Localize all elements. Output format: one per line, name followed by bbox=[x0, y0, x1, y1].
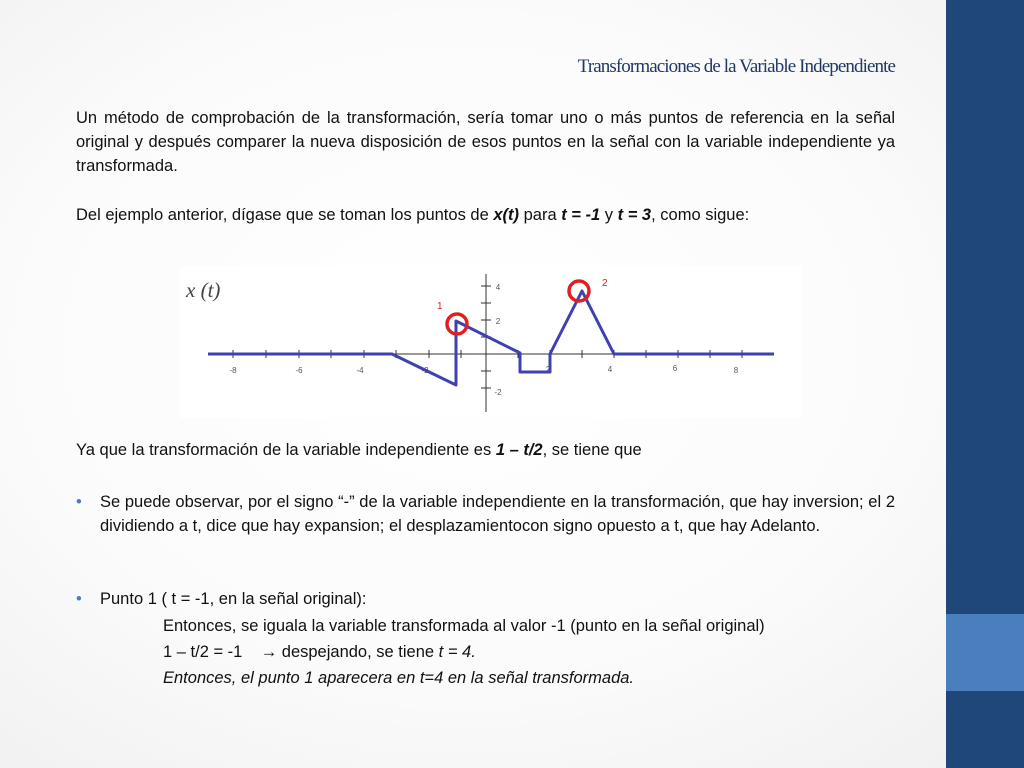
step-solve: 1 – t/2 = -1 → despejando, se tiene t = 4. bbox=[163, 643, 476, 661]
x-tick-label: 6 bbox=[672, 364, 678, 373]
figure-ylabel: x (t) bbox=[186, 278, 221, 302]
bullet-dot: • bbox=[76, 493, 82, 511]
marker-1-label: 1 bbox=[437, 301, 443, 312]
x-tick-label: -6 bbox=[295, 366, 303, 375]
step-equate: Entonces, se iguala la variable transformada al valor -1 (punto en la señal original) bbox=[163, 617, 765, 635]
y-tick-label: 4 bbox=[495, 283, 501, 292]
paragraph-example: Del ejemplo anterior, dígase que se toman los puntos de x(t) para t = -1 y t = 3, como sigue: bbox=[76, 206, 750, 224]
paragraph-transformation: Ya que la transformación de la variable independiente es 1 – t/2, se tiene que bbox=[76, 441, 642, 459]
signal-figure bbox=[180, 266, 802, 418]
x-tick-label: 2 bbox=[545, 365, 551, 374]
side-decoration-bar bbox=[946, 0, 1024, 768]
bullet-observation-text: Se puede observar, por el signo “-” de la variable independiente en la transformación, que hay inversion; el 2 dividiendo a t, dice que hay expansion; el desplazamientocon signo opuesto a t, que hay Adelanto. bbox=[100, 493, 895, 535]
step-conclusion: Entonces, el punto 1 aparecera en t=4 en la señal transformada. bbox=[163, 669, 635, 687]
marker-2-label: 2 bbox=[602, 278, 608, 289]
bullet-point-1-text: Punto 1 ( t = -1, en la señal original): bbox=[100, 590, 367, 608]
x-tick-label: 8 bbox=[733, 366, 739, 375]
figure-background bbox=[180, 266, 802, 418]
x-tick-label: -4 bbox=[356, 366, 364, 375]
x-tick-label: 4 bbox=[607, 365, 613, 374]
arrow-icon: → bbox=[260, 643, 278, 661]
paragraph-intro: Un método de comprobación de la transformación, sería tomar uno o más puntos de referencia en la señal original y después comparer la nueva disposición de esos puntos en la señal con la variable independiente ya transformada. bbox=[76, 109, 895, 175]
y-tick-label: 2 bbox=[495, 317, 501, 326]
y-tick-label: -2 bbox=[494, 388, 502, 397]
side-accent-block bbox=[946, 614, 1024, 691]
x-tick-label: -8 bbox=[229, 366, 237, 375]
x-tick-label: -2 bbox=[421, 366, 429, 375]
slide-title: Transformaciones de la Variable Independiente bbox=[577, 56, 895, 77]
bullet-dot: • bbox=[76, 590, 82, 608]
